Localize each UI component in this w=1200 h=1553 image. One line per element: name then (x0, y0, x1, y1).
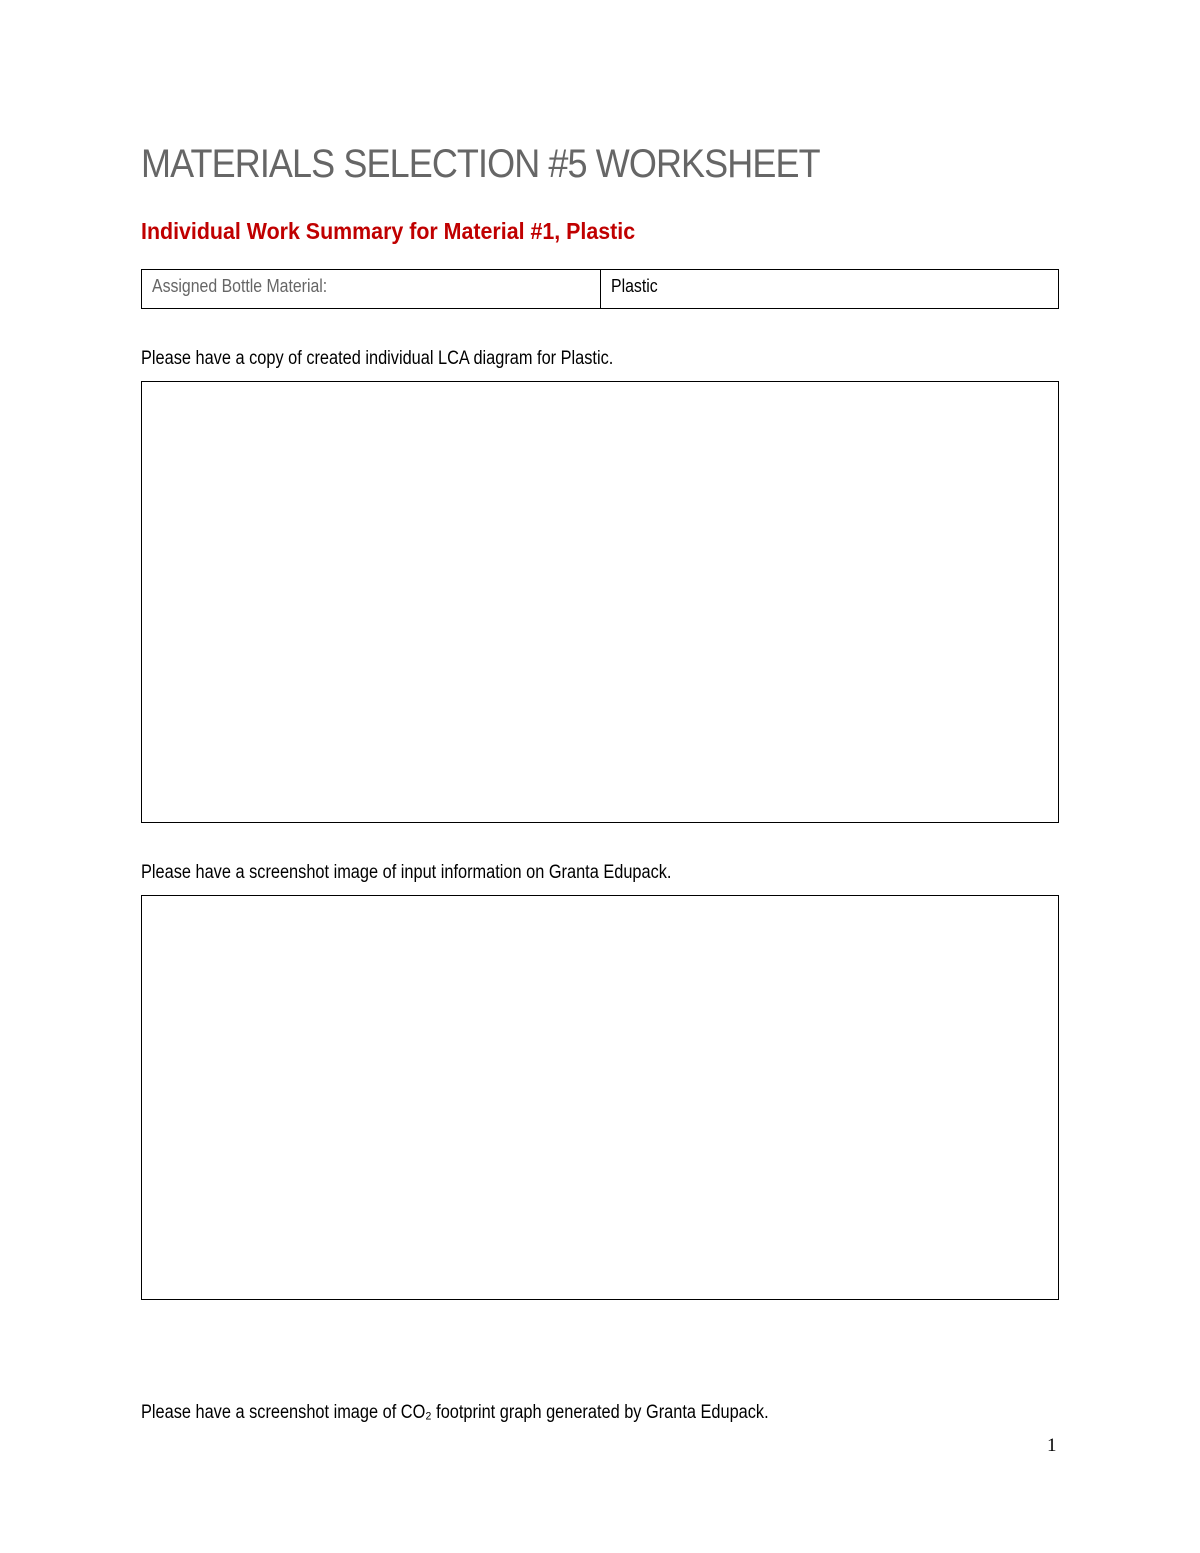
input-screenshot-instruction: Please have a screenshot image of input information on Granta Edupack. (141, 862, 672, 883)
section-heading: Individual Work Summary for Material #1, Plastic (141, 218, 636, 244)
co2-screenshot-instruction: Please have a screenshot image of CO₂ footprint graph generated by Granta Edupack. (141, 1402, 769, 1423)
assigned-material-value: Plastic (611, 276, 658, 296)
lca-diagram-instruction: Please have a copy of created individual LCA diagram for Plastic. (141, 348, 614, 369)
assigned-material-table (141, 269, 1059, 309)
assigned-material-value-cell[interactable] (601, 270, 1058, 308)
lca-diagram-box[interactable] (141, 381, 1059, 823)
assigned-material-label: Assigned Bottle Material: (152, 276, 328, 296)
assigned-material-label-cell (142, 270, 601, 308)
page-number: 1 (1047, 1435, 1057, 1456)
input-screenshot-box[interactable] (141, 895, 1059, 1300)
page-title: MATERIALS SELECTION #5 WORKSHEET (141, 142, 820, 186)
